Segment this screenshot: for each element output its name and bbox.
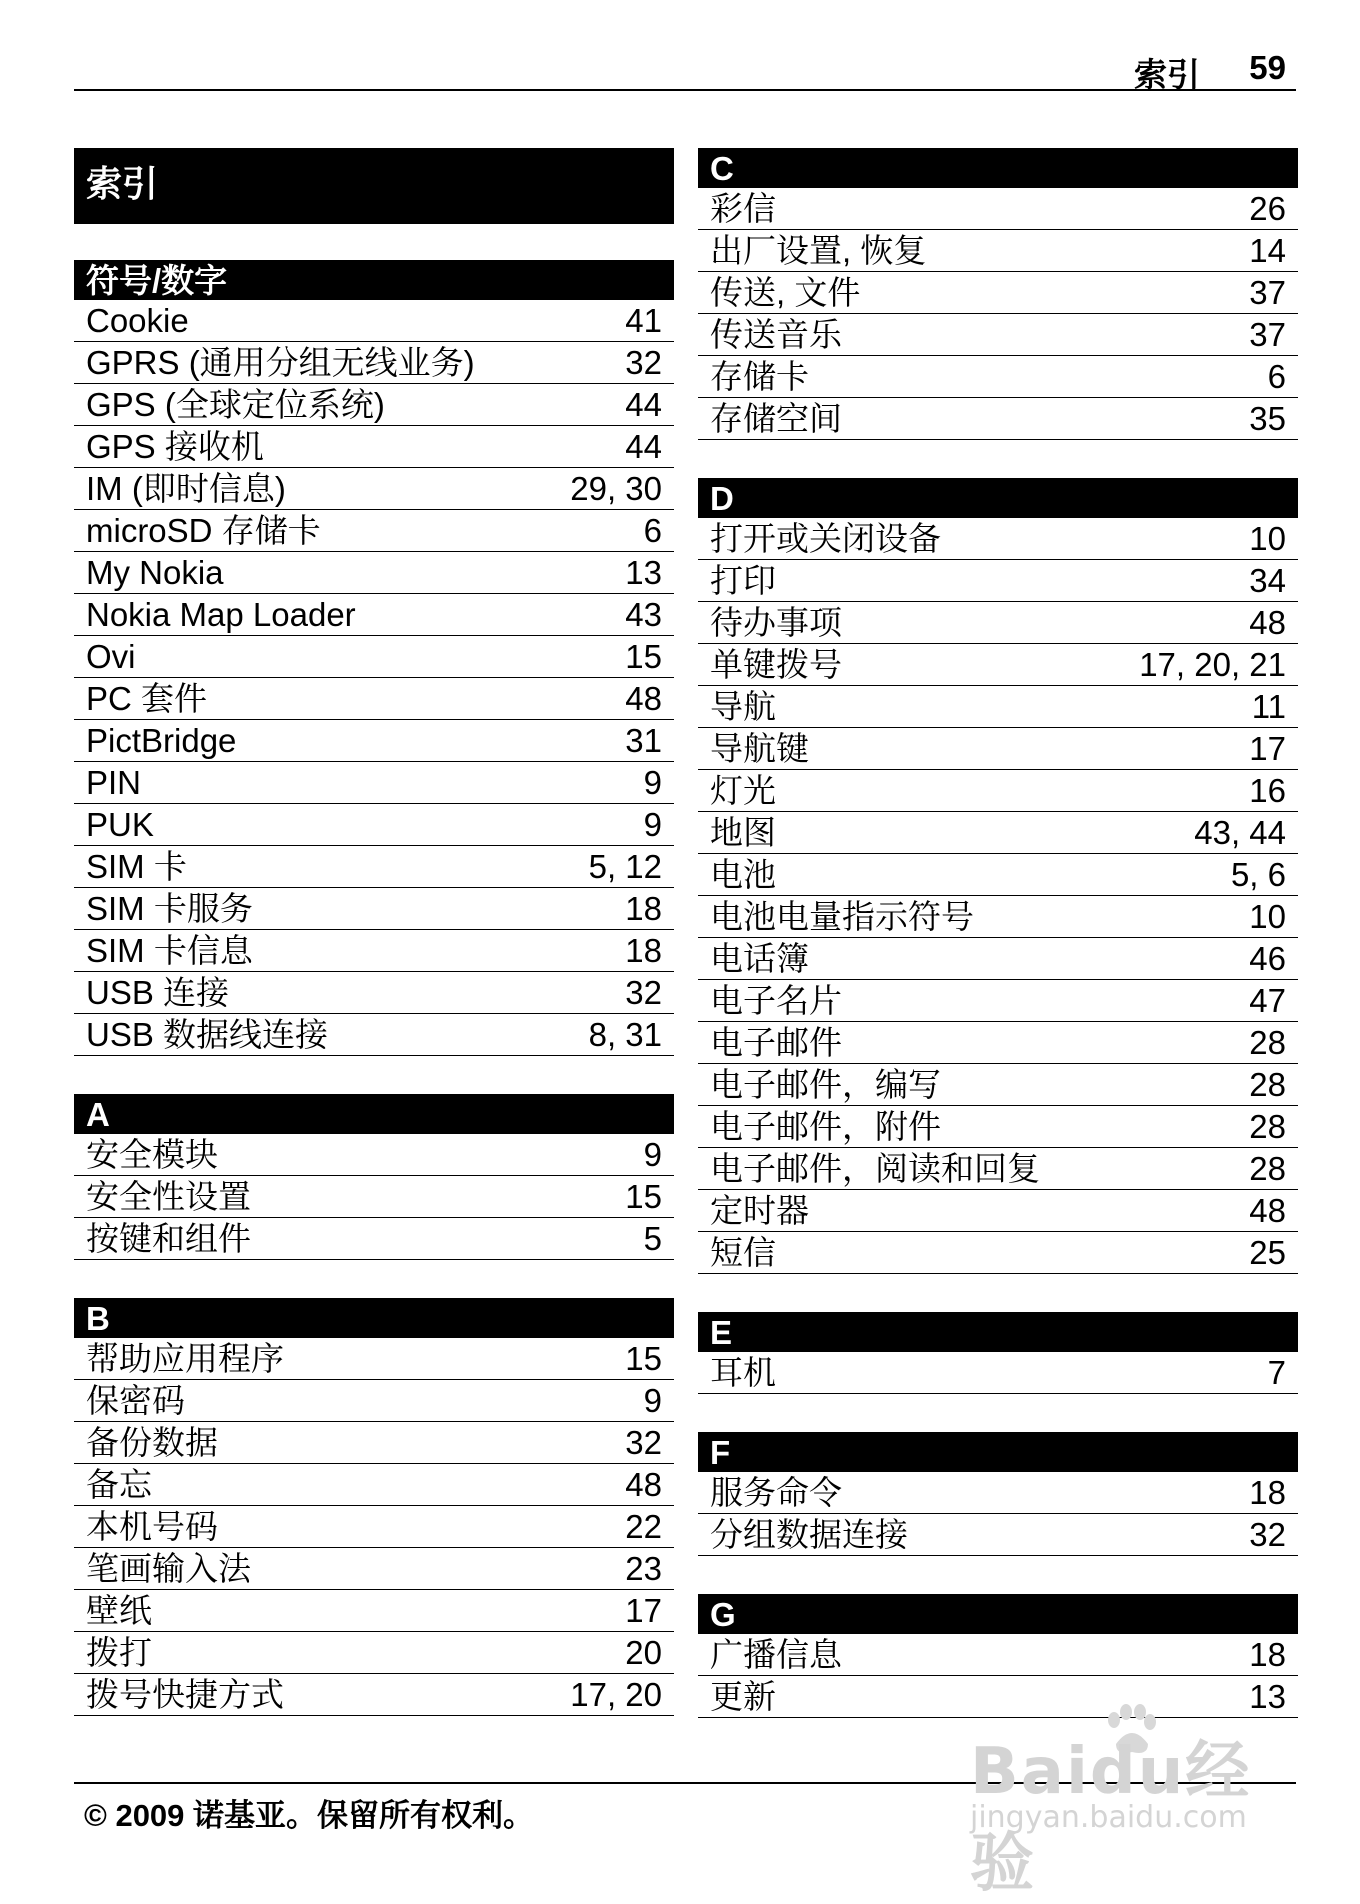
entry-page-numbers: 47: [1249, 982, 1286, 1019]
entry-term: My Nokia: [86, 554, 224, 591]
entry-page-numbers: 25: [1249, 1234, 1286, 1271]
entry-page-numbers: 9: [643, 764, 662, 801]
index-entry: [698, 1472, 1298, 1514]
index-entry: [74, 510, 674, 552]
entry-page-numbers: 32: [1249, 1516, 1286, 1553]
entry-term: 分组数据连接: [710, 1516, 908, 1553]
entry-page-numbers: 43, 44: [1194, 814, 1286, 851]
entry-term: 本机号码: [86, 1508, 218, 1545]
entry-page-numbers: 28: [1249, 1150, 1286, 1187]
entry-term: 壁纸: [86, 1592, 152, 1629]
entry-page-numbers: 17, 20: [570, 1676, 662, 1713]
index-entry: [74, 1548, 674, 1590]
entry-page-numbers: 32: [625, 1424, 662, 1461]
entry-term: 导航: [710, 688, 776, 725]
section-heading: 符号/数字: [74, 260, 674, 300]
entry-page-numbers: 18: [1249, 1474, 1286, 1511]
entry-term: 服务命令: [710, 1474, 842, 1511]
entry-term: 备忘: [86, 1466, 152, 1503]
entry-term: SIM 卡信息: [86, 932, 253, 969]
entry-term: 更新: [710, 1678, 776, 1715]
entry-page-numbers: 22: [625, 1508, 662, 1545]
entry-page-numbers: 15: [625, 1178, 662, 1215]
index-entry: [698, 644, 1298, 686]
index-entry: [74, 636, 674, 678]
entry-page-numbers: 11: [1251, 688, 1286, 725]
index-entry: [74, 1464, 674, 1506]
index-entry: [74, 384, 674, 426]
index-entry: [74, 1338, 674, 1380]
entry-term: 电子邮件，编写: [710, 1066, 941, 1103]
entry-term: 拨打: [86, 1634, 152, 1671]
index-entry: [698, 1634, 1298, 1676]
entry-term: 电池电量指示符号: [710, 898, 974, 935]
entry-term: 定时器: [710, 1192, 809, 1229]
section-heading: E: [698, 1312, 1298, 1352]
entry-term: 拨号快捷方式: [86, 1676, 284, 1713]
entry-page-numbers: 28: [1249, 1108, 1286, 1145]
entry-term: GPS (全球定位系统): [86, 386, 385, 423]
index-section: [698, 148, 1298, 440]
entry-page-numbers: 48: [1249, 1192, 1286, 1229]
index-entry: [698, 1148, 1298, 1190]
index-entry: [698, 314, 1298, 356]
entry-term: Nokia Map Loader: [86, 596, 356, 633]
section-heading: D: [698, 478, 1298, 518]
index-entry: [74, 1134, 674, 1176]
entry-term: 电池: [710, 856, 776, 893]
entry-page-numbers: 44: [625, 428, 662, 465]
running-section-title: 索引: [1134, 56, 1200, 93]
entry-term: 彩信: [710, 190, 776, 227]
index-entry: [74, 1422, 674, 1464]
entry-page-numbers: 32: [625, 344, 662, 381]
entry-page-numbers: 26: [1249, 190, 1286, 227]
index-entry: [74, 1176, 674, 1218]
index-entry: [698, 1232, 1298, 1274]
entry-page-numbers: 7: [1267, 1354, 1286, 1391]
entry-page-numbers: 9: [643, 1136, 662, 1173]
entry-term: PC 套件: [86, 680, 208, 717]
entry-term: PIN: [86, 764, 142, 801]
index-entry: [698, 1022, 1298, 1064]
index-entry: [698, 980, 1298, 1022]
entry-term: 按键和组件: [86, 1220, 251, 1257]
index-entry: [74, 804, 674, 846]
index-entry: [74, 1674, 674, 1716]
entry-page-numbers: 6: [643, 512, 662, 549]
index-column-right: [698, 148, 1298, 1756]
entry-term: Ovi: [86, 638, 136, 675]
page-number: 59: [1249, 49, 1286, 86]
index-entry: [698, 1514, 1298, 1556]
section-heading: B: [74, 1298, 674, 1338]
entry-term: microSD 存储卡: [86, 512, 321, 549]
index-entry: [74, 720, 674, 762]
index-column-left: [74, 148, 674, 1754]
index-entry: [74, 1380, 674, 1422]
index-entry: [698, 602, 1298, 644]
entry-page-numbers: 48: [625, 680, 662, 717]
entry-term: 存储空间: [710, 400, 842, 437]
entry-term: 待办事项: [710, 604, 842, 641]
entry-term: 安全性设置: [86, 1178, 251, 1215]
index-entry: [698, 188, 1298, 230]
entry-term: 打印: [710, 562, 776, 599]
section-heading: F: [698, 1432, 1298, 1472]
entry-term: PictBridge: [86, 722, 237, 759]
entry-term: USB 连接: [86, 974, 230, 1011]
copyright-footer: © 2009 诺基亚。保留所有权利。: [84, 1798, 535, 1833]
index-section: [74, 1298, 674, 1716]
entry-term: 短信: [710, 1234, 776, 1271]
index-entry: [74, 1506, 674, 1548]
index-entry: [698, 1064, 1298, 1106]
entry-term: 笔画输入法: [86, 1550, 251, 1587]
entry-term: GPRS (通用分组无线业务): [86, 344, 475, 381]
entry-term: 导航键: [710, 730, 809, 767]
index-entry: [698, 854, 1298, 896]
entry-page-numbers: 17: [1249, 730, 1286, 767]
entry-page-numbers: 43: [625, 596, 662, 633]
index-entry: [698, 686, 1298, 728]
entry-term: 打开或关闭设备: [710, 520, 941, 557]
entry-page-numbers: 28: [1249, 1066, 1286, 1103]
entry-page-numbers: 5: [643, 1220, 662, 1257]
entry-page-numbers: 32: [625, 974, 662, 1011]
index-entry: [698, 896, 1298, 938]
entry-term: IM (即时信息): [86, 470, 286, 507]
entry-page-numbers: 9: [643, 806, 662, 843]
entry-page-numbers: 37: [1249, 274, 1286, 311]
index-entry: [74, 468, 674, 510]
entry-page-numbers: 34: [1249, 562, 1286, 599]
entry-page-numbers: 17, 20, 21: [1139, 646, 1286, 683]
watermark-text: Baidu经验: [970, 1735, 1252, 1901]
watermark-url: jingyan.baidu.com: [970, 1800, 1247, 1835]
entry-term: GPS 接收机: [86, 428, 264, 465]
entry-page-numbers: 18: [1249, 1636, 1286, 1673]
entry-page-numbers: 18: [625, 932, 662, 969]
index-section: [698, 1312, 1298, 1394]
entry-page-numbers: 20: [625, 1634, 662, 1671]
baidu-watermark: [970, 1700, 1290, 1901]
entry-term: 灯光: [710, 772, 776, 809]
section-heading: G: [698, 1594, 1298, 1634]
index-entry: [74, 1218, 674, 1260]
index-entry: [698, 518, 1298, 560]
entry-term: 地图: [710, 814, 776, 851]
entry-term: 电子邮件，附件: [710, 1108, 941, 1145]
entry-page-numbers: 14: [1249, 232, 1286, 269]
index-entry: [74, 1590, 674, 1632]
index-entry: [698, 1190, 1298, 1232]
entry-page-numbers: 17: [625, 1592, 662, 1629]
entry-term: 保密码: [86, 1382, 185, 1419]
entry-term: 电话簿: [710, 940, 809, 977]
entry-term: 安全模块: [86, 1136, 218, 1173]
index-entry: [74, 552, 674, 594]
index-entry: [74, 426, 674, 468]
index-entry: [698, 398, 1298, 440]
entry-page-numbers: 6: [1267, 358, 1286, 395]
entry-page-numbers: 28: [1249, 1024, 1286, 1061]
index-entry: [74, 1632, 674, 1674]
entry-term: SIM 卡服务: [86, 890, 253, 927]
entry-term: Cookie: [86, 302, 189, 339]
entry-page-numbers: 13: [625, 554, 662, 591]
entry-page-numbers: 46: [1249, 940, 1286, 977]
index-entry: [74, 1014, 674, 1056]
entry-page-numbers: 13: [1249, 1678, 1286, 1715]
entry-term: 单键拨号: [710, 646, 842, 683]
index-entry: [74, 888, 674, 930]
entry-page-numbers: 35: [1249, 400, 1286, 437]
entry-term: 帮助应用程序: [86, 1340, 284, 1377]
entry-page-numbers: 8, 31: [588, 1016, 662, 1053]
entry-page-numbers: 48: [625, 1466, 662, 1503]
entry-term: PUK: [86, 806, 154, 843]
entry-page-numbers: 23: [625, 1550, 662, 1587]
entry-term: 电子邮件: [710, 1024, 842, 1061]
entry-page-numbers: 5, 12: [588, 848, 662, 885]
entry-term: SIM 卡: [86, 848, 187, 885]
entry-page-numbers: 15: [625, 638, 662, 675]
entry-page-numbers: 44: [625, 386, 662, 423]
entry-term: 电子名片: [710, 982, 842, 1019]
entry-page-numbers: 10: [1249, 520, 1286, 557]
entry-term: 耳机: [710, 1354, 776, 1391]
entry-page-numbers: 10: [1249, 898, 1286, 935]
entry-page-numbers: 29, 30: [570, 470, 662, 507]
entry-term: USB 数据线连接: [86, 1016, 329, 1053]
index-entry: [698, 938, 1298, 980]
section-heading: C: [698, 148, 1298, 188]
entry-page-numbers: 37: [1249, 316, 1286, 353]
entry-term: 电子邮件，阅读和回复: [710, 1150, 1040, 1187]
entry-page-numbers: 31: [625, 722, 662, 759]
index-entry: [698, 728, 1298, 770]
entry-term: 出厂设置, 恢复: [710, 232, 927, 269]
entry-page-numbers: 15: [625, 1340, 662, 1377]
index-entry: [74, 762, 674, 804]
entry-page-numbers: 16: [1249, 772, 1286, 809]
entry-term: 传送音乐: [710, 316, 842, 353]
index-section: [698, 1432, 1298, 1556]
index-entry: [74, 846, 674, 888]
index-entry: [74, 972, 674, 1014]
index-section: [74, 1094, 674, 1260]
entry-page-numbers: 18: [625, 890, 662, 927]
index-entry: [698, 1352, 1298, 1394]
index-entry: [698, 812, 1298, 854]
index-section: [698, 478, 1298, 1274]
entry-term: 存储卡: [710, 358, 809, 395]
entry-term: 广播信息: [710, 1636, 842, 1673]
index-entry: [74, 930, 674, 972]
index-entry: [698, 356, 1298, 398]
index-entry: [74, 678, 674, 720]
index-title: 索引: [74, 148, 674, 224]
entry-page-numbers: 9: [643, 1382, 662, 1419]
section-heading: A: [74, 1094, 674, 1134]
index-entry: [74, 342, 674, 384]
entry-term: 传送, 文件: [710, 274, 861, 311]
index-entry: [698, 272, 1298, 314]
entry-page-numbers: 5, 6: [1230, 856, 1286, 893]
page-header: [74, 45, 1296, 91]
index-entry: [698, 560, 1298, 602]
index-section: [74, 260, 674, 1056]
index-entry: [698, 770, 1298, 812]
index-entry: [698, 230, 1298, 272]
entry-term: 备份数据: [86, 1424, 218, 1461]
index-entry: [74, 594, 674, 636]
index-entry: [698, 1106, 1298, 1148]
index-entry: [74, 300, 674, 342]
entry-page-numbers: 41: [625, 302, 662, 339]
entry-page-numbers: 48: [1249, 604, 1286, 641]
